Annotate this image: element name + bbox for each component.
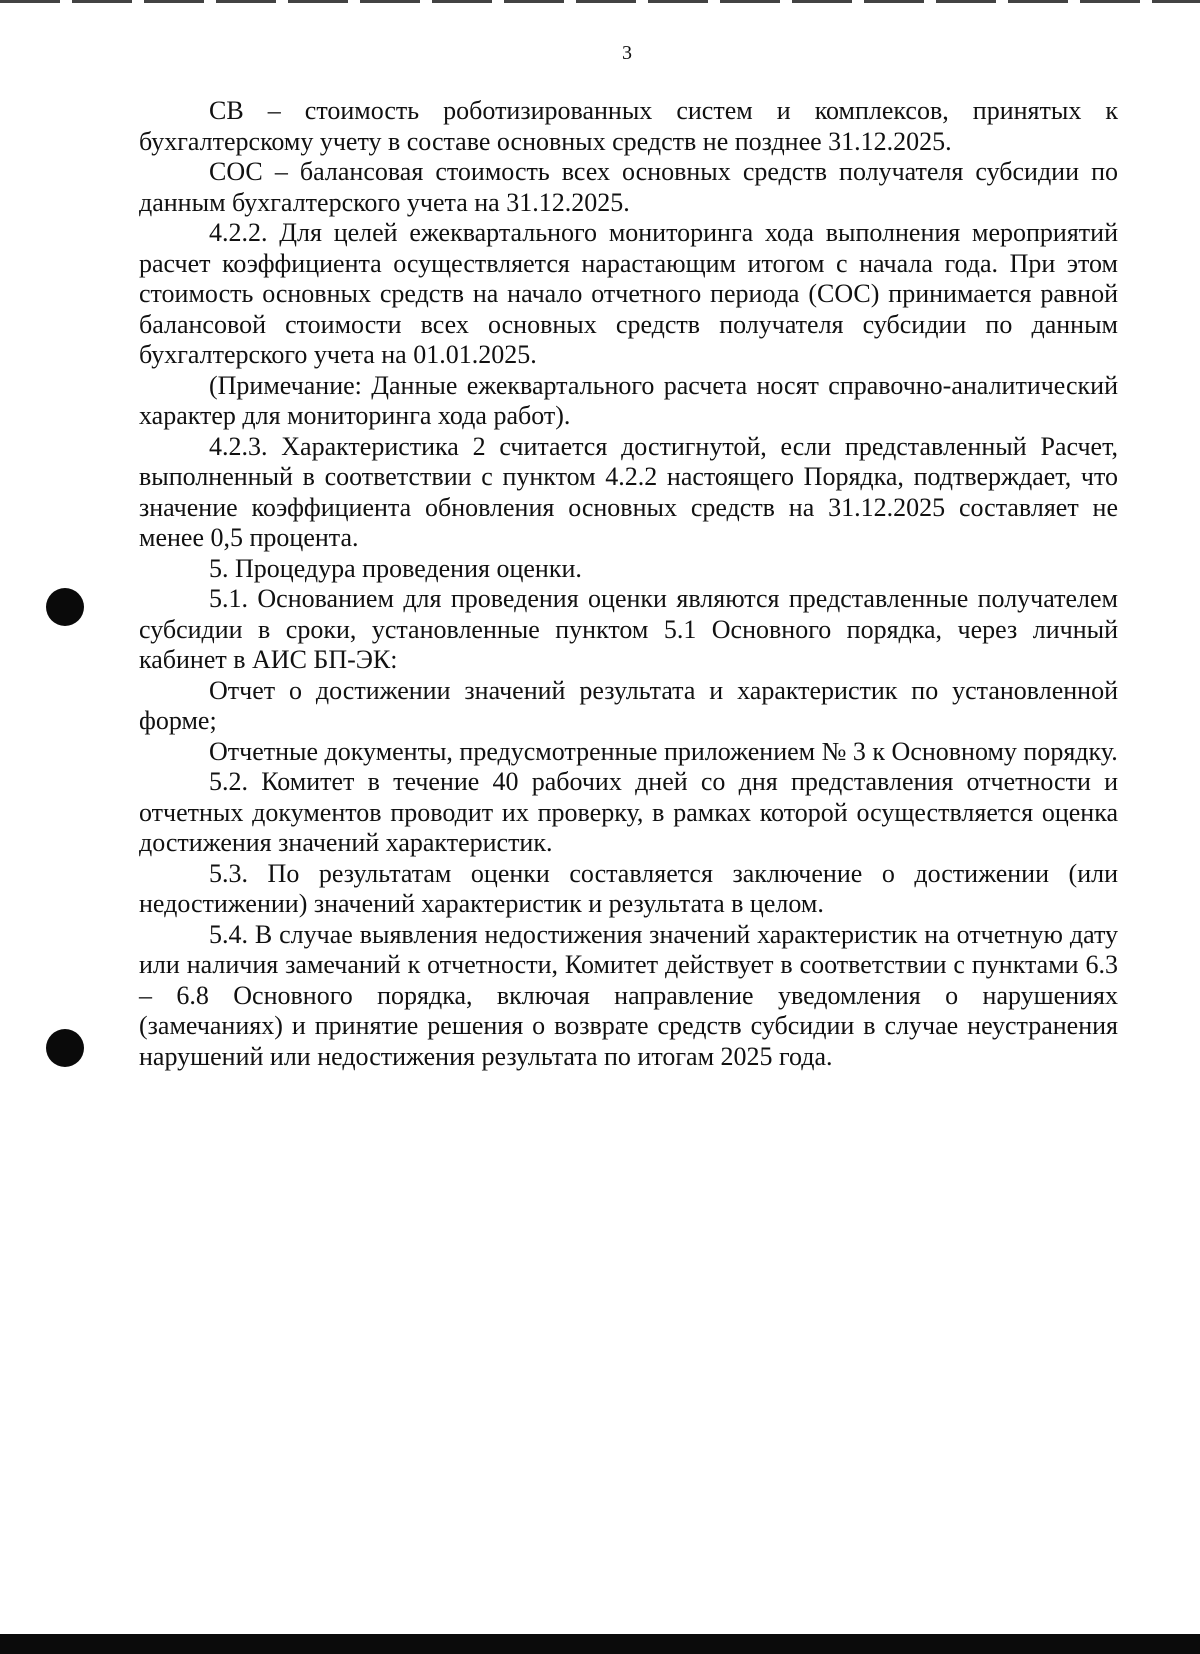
paragraph-5-2: 5.2. Комитет в течение 40 рабочих дней со дня представления отчетности и отчетных документов проводит их проверку, в рамках которой осуществляется оценка достижения значений характеристик. [139,767,1118,857]
paragraph-5-4: 5.4. В случае выявления недостижения значений характеристик на отчетную дату или наличия замечаний к отчетности, Комитет действует в соответствии с пунктами 6.3 – 6.8 Основного порядка, включая направление уведомления о нарушениях (замечаниях) и принятие решения о возврате средств субсидии в случае неустранения нарушений или недостижения результата по итогам 2025 года. [139,919,1118,1071]
paragraph-sv-definition: СВ – стоимость роботизированных систем и комплексов, принятых к бухгалтерскому учету в составе основных средств не позднее 31.12.2025. [139,96,1118,156]
scan-edge-top [0,0,1200,3]
list-item-report: Отчет о достижении значений результата и характеристик по установленной форме; [139,675,1118,735]
paragraph-5-1: 5.1. Основанием для проведения оценки являются представленные получателем субсидии в сроки, установленные пунктом 5.1 Основного порядка, через личный кабинет в АИС БП-ЭК: [139,584,1118,674]
punch-hole-lower [46,1029,84,1067]
paragraph-sos-definition: СОС – балансовая стоимость всех основных средств получателя субсидии по данным бухгалтерского учета на 31.12.2025. [139,157,1118,217]
scan-edge-bottom [0,1634,1200,1654]
section-heading-5: 5. Процедура проведения оценки. [209,553,582,583]
paragraph-4-2-3: 4.2.3. Характеристика 2 считается достигнутой, если представленный Расчет, выполненный в соответствии с пунктом 4.2.2 настоящего Порядка, подтверждает, что значение коэффициента обновления основных средств на 31.12.2025 составляет не менее 0,5 процента. [139,431,1118,552]
list-item-documents: Отчетные документы, предусмотренные приложением № 3 к Основному порядку. [209,736,1118,766]
paragraph-note: (Примечание: Данные ежеквартального расчета носят справочно-аналитический характер для мониторинга хода работ). [139,370,1118,430]
paragraph-5-3: 5.3. По результатам оценки составляется заключение о достижении (или недостижении) значений характеристик и результата в целом. [139,858,1118,918]
punch-hole-upper [46,588,84,626]
paragraph-4-2-2: 4.2.2. Для целей ежеквартального мониторинга хода выполнения мероприятий расчет коэффициента осуществляется нарастающим итогом с начала года. При этом стоимость основных средств на начало отчетного периода (СОС) принимается равной балансовой стоимости всех основных средств получателя субсидии по данным бухгалтерского учета на 01.01.2025. [139,218,1118,369]
document-body [139,96,1118,1072]
page-number: 3 [622,42,632,64]
